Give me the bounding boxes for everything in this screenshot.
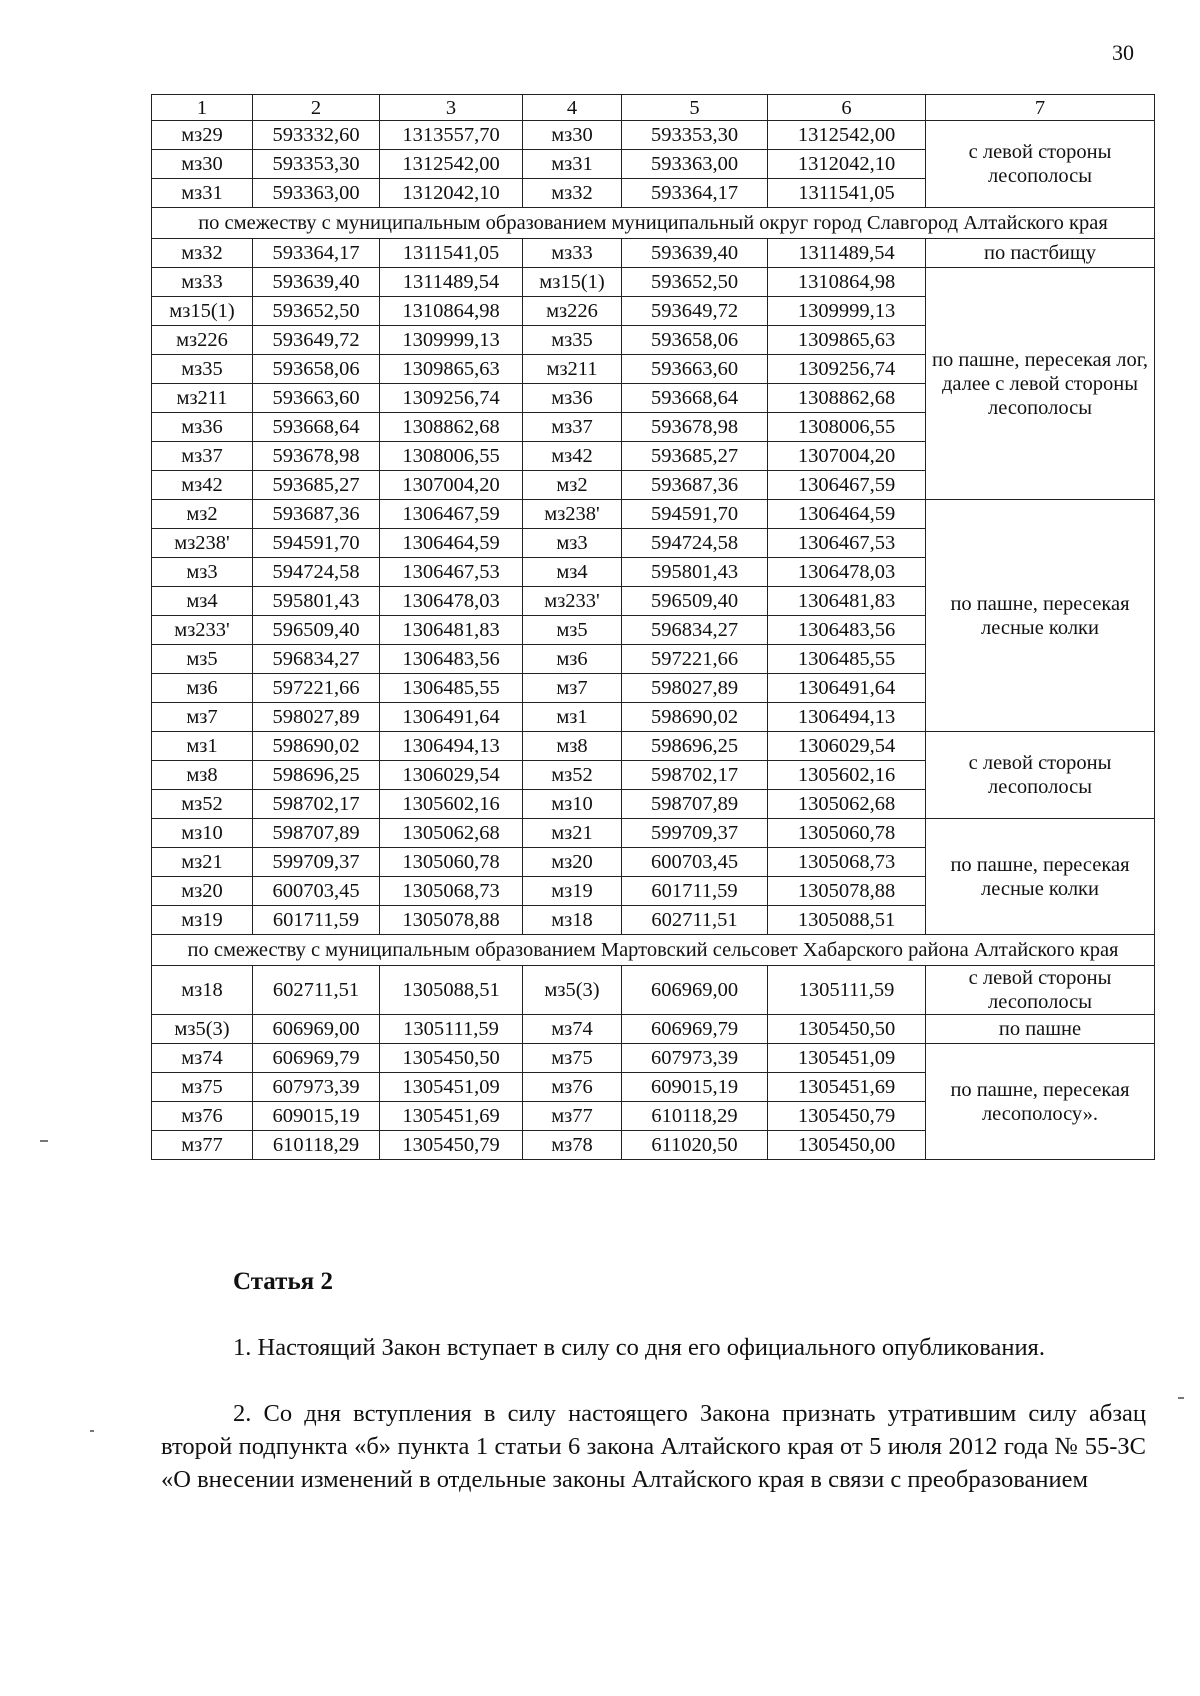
x-to-cell: 611020,50 (622, 1131, 768, 1160)
article-paragraph-1 (161, 1331, 1146, 1364)
y-to-cell: 1306467,53 (768, 529, 926, 558)
x-from-cell: 598690,02 (253, 732, 380, 761)
y-from-cell: 1305088,51 (380, 966, 523, 1015)
table-row (152, 966, 1155, 1015)
y-from-cell: 1306467,59 (380, 500, 523, 529)
point-from-cell: мз77 (152, 1131, 253, 1160)
point-to-cell: мз2 (523, 471, 622, 500)
x-to-cell: 600703,45 (622, 848, 768, 877)
x-from-cell: 593663,60 (253, 384, 380, 413)
point-from-cell: мз4 (152, 587, 253, 616)
y-from-cell: 1313557,70 (380, 121, 523, 150)
y-to-cell: 1306485,55 (768, 645, 926, 674)
point-to-cell: мз238' (523, 500, 622, 529)
y-from-cell: 1306481,83 (380, 616, 523, 645)
x-to-cell: 598690,02 (622, 703, 768, 732)
x-to-cell: 593663,60 (622, 355, 768, 384)
y-to-cell: 1305060,78 (768, 819, 926, 848)
x-from-cell: 593649,72 (253, 326, 380, 355)
y-to-cell: 1306029,54 (768, 732, 926, 761)
x-to-cell: 596834,27 (622, 616, 768, 645)
y-to-cell: 1306491,64 (768, 674, 926, 703)
point-to-cell: мз18 (523, 906, 622, 935)
x-to-cell: 593678,98 (622, 413, 768, 442)
point-to-cell: мз32 (523, 179, 622, 208)
y-to-cell: 1308862,68 (768, 384, 926, 413)
point-to-cell: мз42 (523, 442, 622, 471)
y-to-cell: 1309999,13 (768, 297, 926, 326)
point-from-cell: мз7 (152, 703, 253, 732)
boundary-description-cell: с левой стороны лесополосы (926, 966, 1155, 1015)
y-from-cell: 1306485,55 (380, 674, 523, 703)
y-to-cell: 1311541,05 (768, 179, 926, 208)
y-to-cell: 1305450,79 (768, 1102, 926, 1131)
y-from-cell: 1307004,20 (380, 471, 523, 500)
y-from-cell: 1305450,79 (380, 1131, 523, 1160)
x-to-cell: 602711,51 (622, 906, 768, 935)
y-from-cell: 1308862,68 (380, 413, 523, 442)
x-to-cell: 595801,43 (622, 558, 768, 587)
x-to-cell: 606969,79 (622, 1015, 768, 1044)
x-from-cell: 609015,19 (253, 1102, 380, 1131)
x-to-cell: 598696,25 (622, 732, 768, 761)
y-to-cell: 1306467,59 (768, 471, 926, 500)
y-from-cell: 1306483,56 (380, 645, 523, 674)
point-from-cell: мз29 (152, 121, 253, 150)
y-to-cell: 1308006,55 (768, 413, 926, 442)
y-to-cell: 1312542,00 (768, 121, 926, 150)
point-to-cell: мз21 (523, 819, 622, 848)
table-row (152, 1015, 1155, 1044)
point-from-cell: мз33 (152, 268, 253, 297)
x-to-cell: 594724,58 (622, 529, 768, 558)
table-row (152, 732, 1155, 761)
point-from-cell: мз31 (152, 179, 253, 208)
x-from-cell: 598696,25 (253, 761, 380, 790)
y-to-cell: 1306483,56 (768, 616, 926, 645)
x-to-cell: 598702,17 (622, 761, 768, 790)
y-to-cell: 1306478,03 (768, 558, 926, 587)
point-to-cell: мз7 (523, 674, 622, 703)
x-from-cell: 610118,29 (253, 1131, 380, 1160)
point-to-cell: мз78 (523, 1131, 622, 1160)
x-to-cell: 593353,30 (622, 121, 768, 150)
point-from-cell: мз238' (152, 529, 253, 558)
y-to-cell: 1306481,83 (768, 587, 926, 616)
x-from-cell: 599709,37 (253, 848, 380, 877)
column-number-header: 1 (152, 95, 253, 121)
x-from-cell: 598702,17 (253, 790, 380, 819)
y-to-cell: 1305068,73 (768, 848, 926, 877)
x-from-cell: 593658,06 (253, 355, 380, 384)
x-to-cell: 593649,72 (622, 297, 768, 326)
y-to-cell: 1311489,54 (768, 239, 926, 268)
boundary-description-cell: с левой стороны лесополосы (926, 732, 1155, 819)
point-from-cell: мз15(1) (152, 297, 253, 326)
adjacency-note: по смежеству с муниципальным образованием муниципальный округ город Славгород Алтайского края (152, 208, 1155, 239)
x-from-cell: 593652,50 (253, 297, 380, 326)
point-from-cell: мз211 (152, 384, 253, 413)
y-to-cell: 1305111,59 (768, 966, 926, 1015)
y-to-cell: 1312042,10 (768, 150, 926, 179)
y-from-cell: 1312042,10 (380, 179, 523, 208)
x-from-cell: 596509,40 (253, 616, 380, 645)
x-from-cell: 606969,00 (253, 1015, 380, 1044)
boundary-description-cell: по пашне, пересекая лесные колки (926, 819, 1155, 935)
y-to-cell: 1305602,16 (768, 761, 926, 790)
y-to-cell: 1306464,59 (768, 500, 926, 529)
y-from-cell: 1309865,63 (380, 355, 523, 384)
y-from-cell: 1305060,78 (380, 848, 523, 877)
boundary-description-cell: по пастбищу (926, 239, 1155, 268)
y-from-cell: 1305450,50 (380, 1044, 523, 1073)
y-from-cell: 1305068,73 (380, 877, 523, 906)
point-to-cell: мз211 (523, 355, 622, 384)
point-to-cell: мз74 (523, 1015, 622, 1044)
table-row (152, 121, 1155, 150)
x-to-cell: 594591,70 (622, 500, 768, 529)
y-to-cell: 1305078,88 (768, 877, 926, 906)
x-from-cell: 594724,58 (253, 558, 380, 587)
point-from-cell: мз21 (152, 848, 253, 877)
x-to-cell: 593652,50 (622, 268, 768, 297)
point-from-cell: мз20 (152, 877, 253, 906)
x-from-cell: 602711,51 (253, 966, 380, 1015)
point-to-cell: мз31 (523, 150, 622, 179)
x-to-cell: 596509,40 (622, 587, 768, 616)
y-from-cell: 1309256,74 (380, 384, 523, 413)
point-to-cell: мз15(1) (523, 268, 622, 297)
point-from-cell: мз8 (152, 761, 253, 790)
point-from-cell: мз5 (152, 645, 253, 674)
scan-speck (90, 1430, 94, 1432)
point-from-cell: мз74 (152, 1044, 253, 1073)
y-to-cell: 1305088,51 (768, 906, 926, 935)
table-row (152, 1044, 1155, 1073)
point-to-cell: мз3 (523, 529, 622, 558)
y-to-cell: 1309865,63 (768, 326, 926, 355)
x-to-cell: 593363,00 (622, 150, 768, 179)
article-paragraph-2 (161, 1397, 1146, 1496)
point-from-cell: мз10 (152, 819, 253, 848)
y-to-cell: 1305062,68 (768, 790, 926, 819)
scan-speck (40, 1140, 48, 1142)
x-from-cell: 593364,17 (253, 239, 380, 268)
y-from-cell: 1309999,13 (380, 326, 523, 355)
x-from-cell: 594591,70 (253, 529, 380, 558)
point-to-cell: мз75 (523, 1044, 622, 1073)
boundary-description-cell: с левой стороны лесополосы (926, 121, 1155, 208)
column-number-header: 3 (380, 95, 523, 121)
y-from-cell: 1305111,59 (380, 1015, 523, 1044)
boundary-description-cell: по пашне, пересекая лог, далее с левой стороны лесополосы (926, 268, 1155, 500)
x-to-cell: 593685,27 (622, 442, 768, 471)
boundary-description-cell: по пашне, пересекая лесополосу». (926, 1044, 1155, 1160)
table-row (152, 819, 1155, 848)
column-number-header: 2 (253, 95, 380, 121)
point-to-cell: мз1 (523, 703, 622, 732)
x-to-cell: 606969,00 (622, 966, 768, 1015)
point-to-cell: мз10 (523, 790, 622, 819)
point-to-cell: мз36 (523, 384, 622, 413)
x-from-cell: 601711,59 (253, 906, 380, 935)
table-row (152, 500, 1155, 529)
boundary-coordinates-table (151, 94, 1155, 1160)
y-from-cell: 1306491,64 (380, 703, 523, 732)
adjacency-note: по смежеству с муниципальным образованием Мартовский сельсовет Хабарского района Алтайского края (152, 935, 1155, 966)
point-from-cell: мз42 (152, 471, 253, 500)
column-number-header: 4 (523, 95, 622, 121)
point-from-cell: мз30 (152, 150, 253, 179)
y-from-cell: 1306478,03 (380, 587, 523, 616)
point-to-cell: мз6 (523, 645, 622, 674)
y-to-cell: 1307004,20 (768, 442, 926, 471)
point-from-cell: мз36 (152, 413, 253, 442)
point-from-cell: мз3 (152, 558, 253, 587)
point-to-cell: мз33 (523, 239, 622, 268)
point-to-cell: мз52 (523, 761, 622, 790)
x-from-cell: 600703,45 (253, 877, 380, 906)
x-to-cell: 593639,40 (622, 239, 768, 268)
y-to-cell: 1305450,50 (768, 1015, 926, 1044)
x-from-cell: 593687,36 (253, 500, 380, 529)
y-from-cell: 1305602,16 (380, 790, 523, 819)
point-from-cell: мз75 (152, 1073, 253, 1102)
boundary-description-cell: по пашне (926, 1015, 1155, 1044)
y-from-cell: 1305451,69 (380, 1102, 523, 1131)
point-from-cell: мз6 (152, 674, 253, 703)
point-from-cell: мз233' (152, 616, 253, 645)
point-from-cell: мз18 (152, 966, 253, 1015)
point-from-cell: мз19 (152, 906, 253, 935)
column-number-header: 6 (768, 95, 926, 121)
scan-speck (1178, 1397, 1184, 1399)
x-from-cell: 593353,30 (253, 150, 380, 179)
x-to-cell: 599709,37 (622, 819, 768, 848)
adjacency-row (152, 208, 1155, 239)
point-to-cell: мз30 (523, 121, 622, 150)
y-to-cell: 1305450,00 (768, 1131, 926, 1160)
x-to-cell: 598027,89 (622, 674, 768, 703)
x-from-cell: 606969,79 (253, 1044, 380, 1073)
boundary-description-cell: по пашне, пересекая лесные колки (926, 500, 1155, 732)
point-from-cell: мз52 (152, 790, 253, 819)
x-from-cell: 595801,43 (253, 587, 380, 616)
y-from-cell: 1312542,00 (380, 150, 523, 179)
paragraph-2-text: 2. Со дня вступления в силу настоящего Закона признать утратившим силу абзац второй подпункта «б» пункта 1 статьи 6 закона Алтайского края от 5 июля 2012 года № 55-ЗС «О внесении изменений в отдельные законы Алтайского края в связи с преобразованием (161, 1400, 1146, 1493)
y-from-cell: 1306467,53 (380, 558, 523, 587)
adjacency-row (152, 935, 1155, 966)
y-from-cell: 1306029,54 (380, 761, 523, 790)
y-from-cell: 1305451,09 (380, 1073, 523, 1102)
article-title: Статья 2 (233, 1268, 333, 1295)
point-to-cell: мз20 (523, 848, 622, 877)
x-from-cell: 593332,60 (253, 121, 380, 150)
x-from-cell: 593668,64 (253, 413, 380, 442)
point-to-cell: мз4 (523, 558, 622, 587)
point-to-cell: мз35 (523, 326, 622, 355)
x-from-cell: 593363,00 (253, 179, 380, 208)
x-from-cell: 597221,66 (253, 674, 380, 703)
x-to-cell: 607973,39 (622, 1044, 768, 1073)
x-from-cell: 596834,27 (253, 645, 380, 674)
y-from-cell: 1311541,05 (380, 239, 523, 268)
x-from-cell: 593639,40 (253, 268, 380, 297)
point-to-cell: мз76 (523, 1073, 622, 1102)
x-from-cell: 598027,89 (253, 703, 380, 732)
point-from-cell: мз32 (152, 239, 253, 268)
y-to-cell: 1306494,13 (768, 703, 926, 732)
table-row (152, 239, 1155, 268)
y-to-cell: 1305451,09 (768, 1044, 926, 1073)
point-to-cell: мз77 (523, 1102, 622, 1131)
point-to-cell: мз37 (523, 413, 622, 442)
x-to-cell: 598707,89 (622, 790, 768, 819)
point-to-cell: мз226 (523, 297, 622, 326)
table-row (152, 268, 1155, 297)
y-from-cell: 1310864,98 (380, 297, 523, 326)
y-from-cell: 1306464,59 (380, 529, 523, 558)
x-to-cell: 593668,64 (622, 384, 768, 413)
y-to-cell: 1309256,74 (768, 355, 926, 384)
point-to-cell: мз5(3) (523, 966, 622, 1015)
x-to-cell: 601711,59 (622, 877, 768, 906)
x-from-cell: 598707,89 (253, 819, 380, 848)
point-from-cell: мз76 (152, 1102, 253, 1131)
y-from-cell: 1305078,88 (380, 906, 523, 935)
point-from-cell: мз35 (152, 355, 253, 384)
x-to-cell: 593364,17 (622, 179, 768, 208)
column-number-header: 7 (926, 95, 1155, 121)
x-to-cell: 609015,19 (622, 1073, 768, 1102)
point-to-cell: мз19 (523, 877, 622, 906)
point-from-cell: мз1 (152, 732, 253, 761)
point-to-cell: мз8 (523, 732, 622, 761)
point-from-cell: мз5(3) (152, 1015, 253, 1044)
point-from-cell: мз2 (152, 500, 253, 529)
point-to-cell: мз5 (523, 616, 622, 645)
x-to-cell: 597221,66 (622, 645, 768, 674)
x-to-cell: 593658,06 (622, 326, 768, 355)
y-to-cell: 1310864,98 (768, 268, 926, 297)
page-number: 30 (1112, 40, 1134, 65)
y-to-cell: 1305451,69 (768, 1073, 926, 1102)
x-from-cell: 593678,98 (253, 442, 380, 471)
point-from-cell: мз37 (152, 442, 253, 471)
paragraph-1-text: 1. Настоящий Закон вступает в силу со дня его официального опубликования. (233, 1334, 1045, 1361)
x-to-cell: 593687,36 (622, 471, 768, 500)
y-from-cell: 1305062,68 (380, 819, 523, 848)
x-to-cell: 610118,29 (622, 1102, 768, 1131)
table-header-row (152, 95, 1155, 121)
y-from-cell: 1306494,13 (380, 732, 523, 761)
point-from-cell: мз226 (152, 326, 253, 355)
x-from-cell: 607973,39 (253, 1073, 380, 1102)
y-from-cell: 1311489,54 (380, 268, 523, 297)
x-from-cell: 593685,27 (253, 471, 380, 500)
column-number-header: 5 (622, 95, 768, 121)
y-from-cell: 1308006,55 (380, 442, 523, 471)
point-to-cell: мз233' (523, 587, 622, 616)
